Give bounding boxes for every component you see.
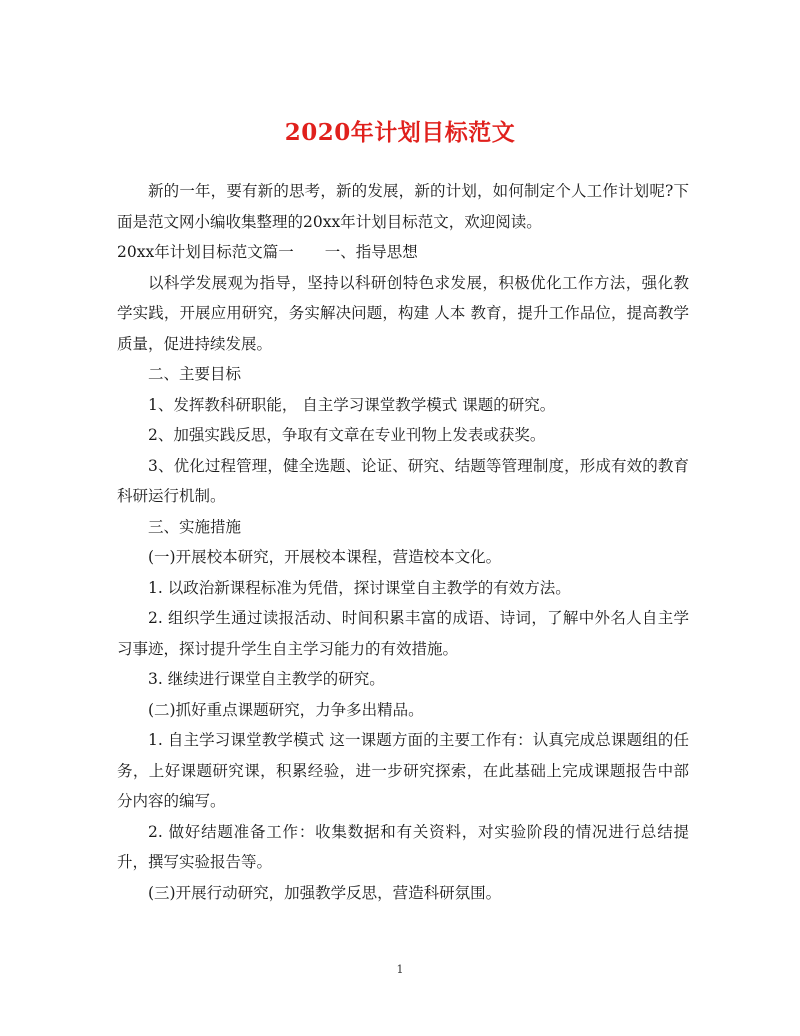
paragraph: 以科学发展观为指导，坚持以科研创特色求发展，积极优化工作方法，强化教学实践，开展应用研究，务实解决问题，构建 人本 教育，提升工作品位，提高教学质量，促进持续发展。 (117, 273, 689, 353)
list-item: 2. 组织学生通过读报活动、时间积累丰富的成语、诗词，了解中外名人自主学习事迹，探讨提升学生自主学习能力的有效措施。 (117, 609, 689, 658)
list-item: 1、发挥教科研职能， 自主学习课堂教学模式 课题的研究。 (148, 395, 556, 414)
document-title: 2020年计划目标范文 (284, 119, 516, 146)
subsection-heading: (三)开展行动研究，加强教学反思，营造科研氛围。 (148, 883, 502, 902)
section-heading: 三、实施措施 (148, 517, 242, 536)
page-number: 1 (396, 963, 404, 976)
subsection-heading: (二)抓好重点课题研究，力争多出精品。 (148, 700, 424, 719)
document-body (117, 176, 689, 908)
section-heading: 二、主要目标 (148, 365, 242, 383)
paragraph: 新的一年，要有新的思考，新的发展，新的计划，如何制定个人工作计划呢?下面是范文网小编收集整理的20xx年计划目标范文，欢迎阅读。 (117, 182, 689, 231)
list-item: 1. 自主学习课堂教学模式 这一课题方面的主要工作有：认真完成总课题组的任务，上好课题研究课，积累经验，进一步研究探索，在此基础上完成课题报告中部分内容的编写。 (117, 731, 689, 810)
list-item: 3、优化过程管理，健全选题、论证、研究、结题等管理制度，形成有效的教育科研运行机制。 (117, 456, 689, 505)
subsection-heading: (一)开展校本研究，开展校本课程，营造校本文化。 (148, 548, 502, 566)
list-item: 2、加强实践反思，争取有文章在专业刊物上发表或获奖。 (148, 426, 546, 444)
paragraph: 20xx年计划目标范文篇一 一、指导思想 (117, 243, 418, 261)
list-item: 3. 继续进行课堂自主教学的研究。 (148, 670, 385, 688)
list-item: 1. 以政治新课程标准为凭借，探讨课堂自主教学的有效方法。 (148, 578, 571, 597)
list-item: 2. 做好结题准备工作：收集数据和有关资料，对实验阶段的情况进行总结提升，撰写实验报告等。 (117, 822, 689, 871)
